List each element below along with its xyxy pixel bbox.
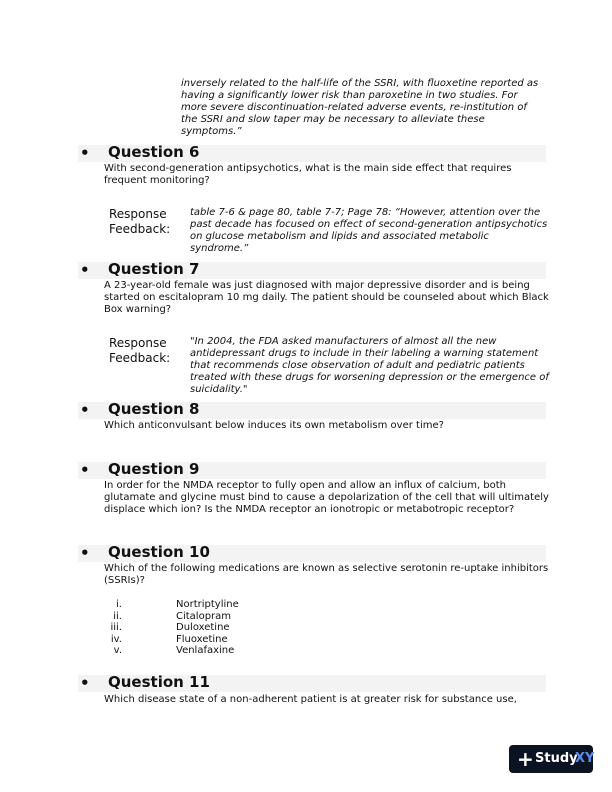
question-11-title: Question 11: [108, 673, 210, 691]
bullet: •: [80, 544, 90, 562]
option-label: Fluoxetine: [176, 634, 228, 645]
option-number: iii.: [110, 622, 122, 633]
option-number: iv.: [110, 634, 122, 645]
question-9-title: Question 9: [108, 460, 200, 478]
question-10-header: [78, 545, 546, 562]
question-10-text: Which of the following medications are known as selective serotonin re-uptake inhibitors (SSRIs)?: [104, 563, 549, 586]
badge-study-text: Study: [535, 751, 578, 766]
question-7-header: [78, 262, 546, 279]
option-label: Duloxetine: [176, 622, 230, 633]
question-7-feedback: "In 2004, the FDA asked manufacturers of almost all the new antidepressant drugs to include in their labeling a warning statement that recommends close observation of adult and pediatric patients treated with these drugs for worsening depression or the emergence of suicidality.": [190, 336, 549, 395]
option-number: i.: [116, 599, 122, 610]
question-11-header: [78, 675, 546, 692]
question-9-text: In order for the NMDA receptor to fully open and allow an influx of calcium, both glutamate and glycine must bind to cause a depolarization of the cell that will ultimately displace which ion? Is the NMDA receptor an ionotropic or metabotropic receptor?: [104, 480, 549, 515]
bullet: •: [80, 261, 90, 279]
question-8-text: Which anticonvulsant below induces its own metabolism over time?: [104, 420, 444, 431]
bullet: •: [80, 401, 90, 419]
bullet: •: [80, 461, 90, 479]
question-6-header: [78, 145, 546, 162]
question-8-header: [78, 402, 546, 419]
question-8-title: Question 8: [108, 400, 200, 418]
question-7-feedback-label: Response Feedback:: [109, 336, 171, 365]
question-7-text: A 23-year-old female was just diagnosed with major depressive disorder and is being started on escitalopram 10 mg daily. The patient should be counseled about which Black Box warning?: [104, 280, 549, 315]
question-9-header: [78, 462, 546, 479]
plus-icon: +: [517, 747, 534, 771]
bullet: •: [80, 674, 90, 692]
studyxy-badge[interactable]: [509, 745, 593, 773]
badge-xy-text: XY: [575, 751, 595, 766]
question-6-feedback-label: Response Feedback:: [109, 207, 171, 236]
option-label: Venlafaxine: [176, 645, 235, 656]
option-number: v.: [113, 645, 122, 656]
question-6-title: Question 6: [108, 143, 200, 161]
question-6-feedback: table 7-6 & page 80, table 7-7; Page 78: “However, attention over the past decade has focused on effect of second-generation antipsychotics on glucose metabolism and lipids and associated metabolic syndrome.”: [190, 207, 548, 254]
option-label: Nortriptyline: [176, 599, 239, 610]
question-7-title: Question 7: [108, 260, 200, 278]
previous-feedback-continuation: inversely related to the half-life of the SSRI, with fluoxetine reported as having a significantly lower risk than paroxetine in two studies. For more severe discontinuation-related adverse events, re-institution of the SSRI and slow taper may be necessary to alleviate these symptoms.”: [181, 78, 539, 137]
option-label: Citalopram: [176, 611, 232, 622]
bullet: •: [80, 144, 90, 162]
option-number: ii.: [113, 611, 122, 622]
question-10-title: Question 10: [108, 543, 210, 561]
question-11-text: Which disease state of a non-adherent patient is at greater risk for substance use,: [104, 694, 517, 705]
question-6-text: With second-generation antipsychotics, what is the main side effect that requires frequent monitoring?: [104, 163, 512, 186]
